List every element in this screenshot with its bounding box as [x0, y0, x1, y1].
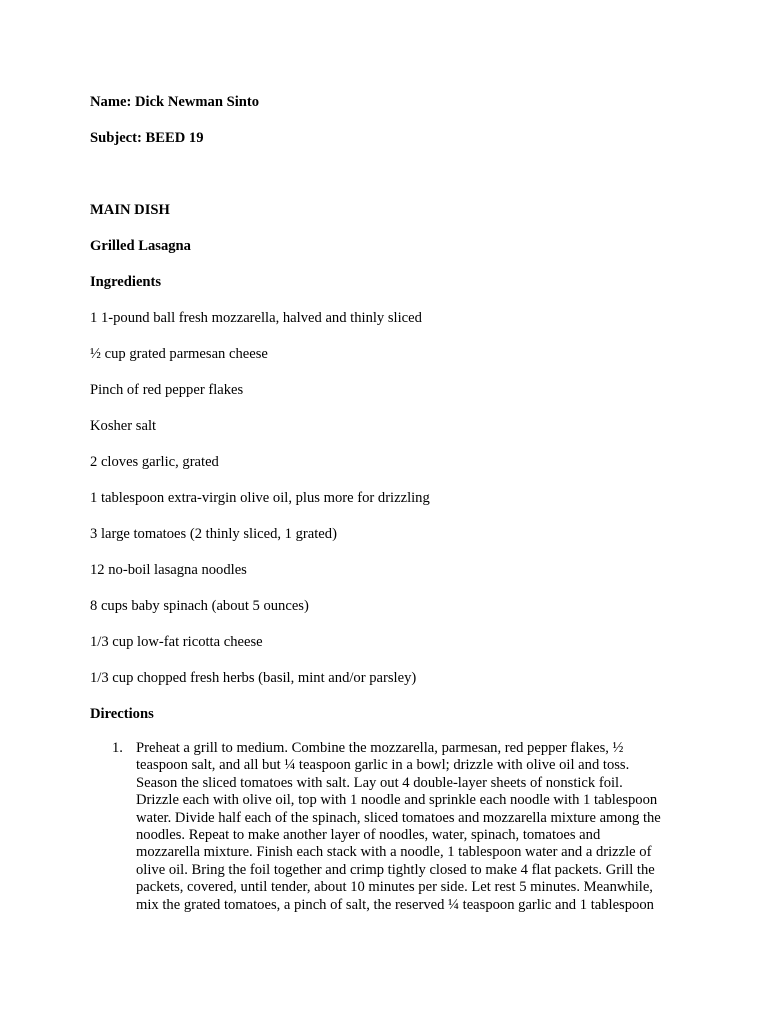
ingredient-item: Pinch of red pepper flakes — [90, 382, 244, 398]
ingredients-heading: Ingredients — [90, 274, 162, 290]
step-line: water. Divide half each of the spinach, sliced tomatoes and mozzarella mixture among the — [136, 809, 661, 826]
step-line: mix the grated tomatoes, a pinch of salt, the reserved ¼ teaspoon garlic and 1 tablespoon — [136, 896, 654, 913]
ingredient-item: 12 no-boil lasagna noodles — [90, 562, 247, 578]
student-name: Name: Dick Newman Sinto — [90, 94, 260, 110]
step-text — [136, 740, 680, 914]
ingredient-item: 1/3 cup low-fat ricotta cheese — [90, 634, 263, 650]
direction-step — [90, 740, 680, 914]
subject-line: Subject: BEED 19 — [90, 130, 204, 146]
step-line: packets, covered, until tender, about 10 minutes per side. Let rest 5 minutes. Meanwhile, — [136, 879, 653, 896]
step-line: teaspoon salt, and all but ¼ teaspoon garlic in a bowl; drizzle with olive oil and toss. — [136, 757, 630, 774]
ingredient-item: ½ cup grated parmesan cheese — [90, 346, 268, 362]
step-line: Season the sliced tomatoes with salt. Lay out 4 double-layer sheets of nonstick foil. — [136, 774, 623, 791]
directions-list — [90, 740, 680, 914]
step-line: Drizzle each with olive oil, top with 1 noodle and sprinkle each noodle with 1 tablespoon — [136, 792, 658, 809]
recipe-title: Grilled Lasagna — [90, 238, 191, 254]
ingredient-item: 1 tablespoon extra-virgin olive oil, plus more for drizzling — [90, 490, 430, 506]
step-number: 1. — [112, 740, 123, 756]
ingredient-item: 8 cups baby spinach (about 5 ounces) — [90, 598, 309, 614]
step-line: Preheat a grill to medium. Combine the mozzarella, parmesan, red pepper flakes, ½ — [136, 740, 624, 756]
ingredient-item: 1 1-pound ball fresh mozzarella, halved and thinly sliced — [90, 310, 422, 326]
ingredient-item: 3 large tomatoes (2 thinly sliced, 1 grated) — [90, 526, 337, 542]
directions-heading: Directions — [90, 706, 154, 722]
ingredient-item: Kosher salt — [90, 418, 157, 434]
ingredient-item: 2 cloves garlic, grated — [90, 454, 219, 470]
step-line: mozzarella mixture. Finish each stack with a noodle, 1 tablespoon water and a drizzle of — [136, 844, 652, 861]
section-heading: MAIN DISH — [90, 202, 170, 218]
ingredient-item: 1/3 cup chopped fresh herbs (basil, mint and/or parsley) — [90, 670, 417, 686]
step-line: noodles. Repeat to make another layer of noodles, water, spinach, tomatoes and — [136, 827, 601, 844]
step-line: olive oil. Bring the foil together and crimp tightly closed to make 4 flat packets. Grill the — [136, 861, 655, 878]
